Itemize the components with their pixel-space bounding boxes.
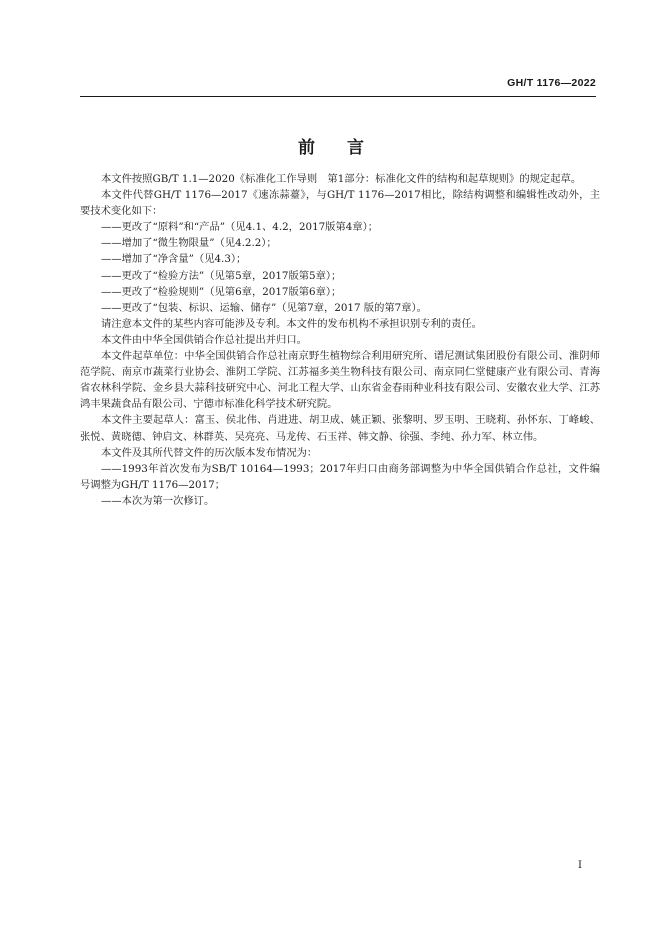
paragraph-history-intro: 本文件及其所代替文件的历次版本发布情况为： — [101, 446, 318, 459]
change-item: ——增加了“净含量”（见4.3）； — [101, 253, 247, 266]
page-title-char-2: 言 — [347, 138, 364, 158]
paragraph-drafting-rules: 本文件按照GB/T 1.1—2020《标准化工作导则 第1部分：标准化文件的结构和起草规则》的规定起草。 — [101, 173, 582, 185]
page-number: I — [578, 860, 582, 871]
paragraph-drafting-units: 本文件起草单位：中华全国供销合作总社南京野生植物综合利用研究所、谱尼测试集团股份有限公司、淮阴师范学院、南京市蔬菜行业协会、淮阴工学院、江苏福多美生物科技有限公司、南京同仁堂健康产业有限公司、青海省农林科学院、金乡县大蒜科技研究中心、河北工程大学、山东省金春雨种业科技有限公司、安徽农业大学、江苏鸿丰果蔬食品有限公司、宁德市标准化科学技术研究院。 — [80, 350, 600, 411]
history-item: ——本次为第一次修订。 — [101, 494, 215, 507]
page-title — [0, 133, 662, 158]
foreword-body — [80, 171, 600, 509]
paragraph-replacement: 本文件代替GH/T 1176—2017《速冻蒜薹》，与GH/T 1176—2017相比，除结构调整和编辑性改动外，主要技术变化如下： — [80, 189, 600, 218]
header-divider — [80, 96, 596, 97]
paragraph-drafters: 本文件主要起草人：富玉、侯北伟、肖进进、胡卫成、姚正颖、张黎明、罗玉明、王晓莉、孙怀东、丁峰峻、张悦、黄晓德、钟启文、林群英、吴亮亮、马龙传、石玉祥、韩文静、徐强、李纯、孙力军、林立伟。 — [80, 414, 600, 443]
paragraph-proposer: 本文件由中华全国供销合作总社提出并归口。 — [101, 333, 307, 346]
standard-code: GH/T 1176—2022 — [507, 77, 596, 89]
paragraph-patent-notice: 请注意本文件的某些内容可能涉及专利。本文件的发布机构不承担识别专利的责任。 — [101, 317, 482, 330]
change-item: ——更改了“包装、标识、运输、储存”（见第7章，2017 版的第7章）。 — [101, 301, 427, 314]
change-item: ——增加了“微生物限量”（见4.2.2）； — [101, 237, 277, 250]
page-title-char-1: 前 — [298, 138, 315, 158]
change-item: ——更改了“检验规则”（见第6章，2017版第6章）； — [101, 285, 342, 298]
change-item: ——更改了“原料”和“产品”（见4.1、4.2，2017版第4章）； — [101, 221, 379, 234]
change-item: ——更改了“检验方法”（见第5章，2017版第5章）； — [101, 269, 342, 282]
history-item: ——1993年首次发布为SB/T 10164—1993；2017年归口由商务部调整为中华全国供销合作总社，文件编号调整为GH/T 1176—2017； — [80, 462, 600, 491]
